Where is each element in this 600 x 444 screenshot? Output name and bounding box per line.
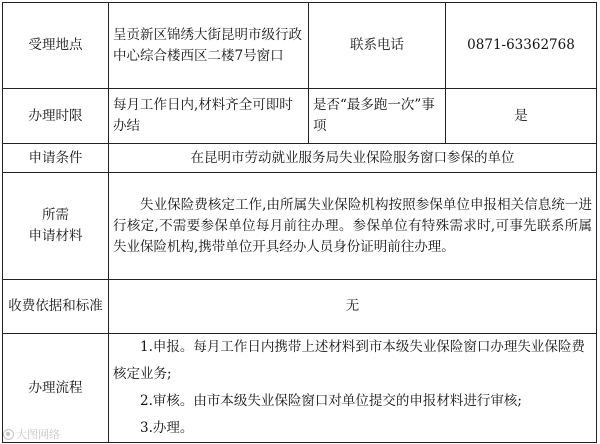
hours-label: 办理时限 — [3, 89, 109, 144]
materials-label-line2: 申请材料 — [28, 228, 83, 244]
materials-value: 失业保险费核定工作,由所属失业保险机构按照参保单位申报相关信息统一进行核定,不需要参保单位每月前往办理。参保单位有特殊需求时,可事先联系所属失业保险机构,携带单位开具经办人员身份证明前往办理。 — [109, 173, 597, 280]
service-info-table — [2, 2, 597, 443]
process-label: 办理流程 — [3, 334, 109, 443]
row-hours — [3, 89, 597, 144]
phone-value: 0871-63362768 — [446, 3, 597, 89]
watermark-logo-icon — [3, 429, 14, 440]
row-process — [3, 334, 597, 443]
conditions-value: 在昆明市劳动就业服务局失业保险服务窗口参保的单位 — [109, 144, 597, 173]
phone-label: 联系电话 — [309, 3, 446, 89]
watermark — [3, 426, 60, 442]
row-location — [3, 3, 597, 89]
conditions-label: 申请条件 — [3, 144, 109, 173]
row-fees — [3, 280, 597, 334]
watermark-text: 大图网络 — [16, 428, 60, 441]
process-step: 3.办理。 — [140, 420, 194, 436]
hours-value: 每月工作日内,材料齐全可即时办结 — [109, 89, 309, 144]
fees-label: 收费依据和标准 — [3, 280, 109, 334]
row-conditions — [3, 144, 597, 173]
row-materials — [3, 173, 597, 280]
run-once-value: 是 — [446, 89, 597, 144]
fees-value: 无 — [109, 280, 597, 334]
process-steps — [109, 334, 597, 443]
location-value: 呈贡新区锦绣大街昆明市级行政中心综合楼西区二楼7号窗口 — [109, 3, 309, 89]
location-label: 受理地点 — [3, 3, 109, 89]
process-step: 2.审核。由市本级失业保险窗口对单位提交的申报材料进行审核; — [140, 393, 522, 409]
materials-label-line1: 所需 — [42, 207, 69, 223]
materials-label — [3, 173, 109, 280]
run-once-label: 是否“最多跑一次”事项 — [309, 89, 446, 144]
process-step: 1.申报。每月工作日内携带上述材料到市本级失业保险窗口办理失业保险费核定业务; — [113, 339, 585, 382]
